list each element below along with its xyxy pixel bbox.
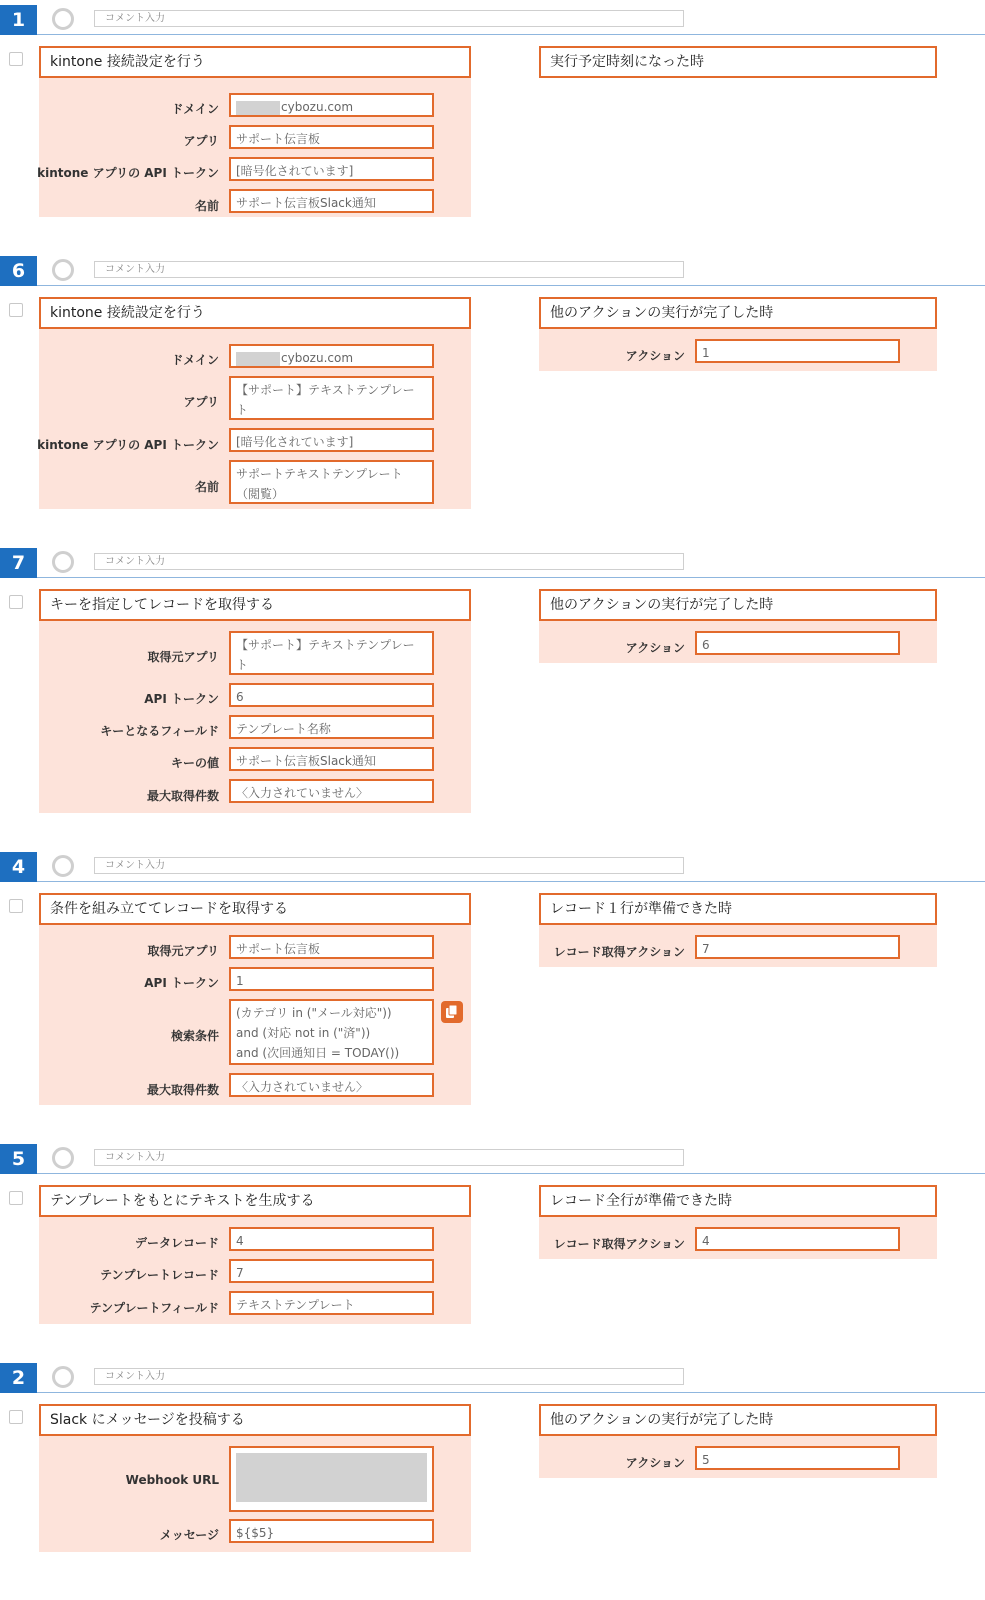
trigger-panel (539, 1185, 937, 1259)
app-field[interactable] (229, 376, 434, 420)
trigger-label: アクション (625, 349, 685, 363)
record-action-field[interactable]: 4 (695, 1227, 900, 1251)
action-title[interactable]: 条件を組み立ててレコードを取得する (39, 893, 471, 925)
select-checkbox[interactable] (9, 303, 23, 317)
key-field-field[interactable]: テンプレート名称 (229, 715, 434, 739)
action-panel (39, 1185, 471, 1324)
api-token-field[interactable]: [暗号化されています] (229, 157, 434, 181)
field-value-line: 【サポート】テキストテンプレー (236, 638, 415, 652)
name-field[interactable] (229, 460, 434, 504)
trigger-title[interactable]: レコード全行が準備できた時 (539, 1185, 937, 1217)
select-checkbox[interactable] (9, 1410, 23, 1424)
api-token-field[interactable]: 1 (229, 967, 434, 991)
step-number: 5 (0, 1144, 37, 1174)
trigger-title[interactable]: レコード１行が準備できた時 (539, 893, 937, 925)
loading-spinner-icon (52, 8, 74, 30)
max-records-field[interactable]: 〈入力されていません〉 (229, 779, 434, 803)
field-value-line: ト (236, 403, 249, 417)
comment-input[interactable]: コメント入力 (94, 10, 684, 27)
field-label: キーの値 (170, 756, 219, 770)
field-value-line: 【サポート】テキストテンプレー (236, 383, 415, 397)
source-app-field[interactable]: サポート伝言板 (229, 935, 434, 959)
action-title[interactable]: キーを指定してレコードを取得する (39, 589, 471, 621)
loading-spinner-icon (52, 259, 74, 281)
template-field-field[interactable]: テキストテンプレート (229, 1291, 434, 1315)
action-title[interactable]: テンプレートをもとにテキストを生成する (39, 1185, 471, 1217)
field-value: cybozu.com (281, 100, 354, 114)
comment-input[interactable]: コメント入力 (94, 1149, 684, 1166)
divider (37, 1392, 985, 1393)
template-record-field[interactable]: 7 (229, 1259, 434, 1283)
field-label: 最大取得件数 (146, 789, 219, 803)
field-label: kintone アプリの API トークン (37, 166, 219, 180)
data-record-field[interactable]: 4 (229, 1227, 434, 1251)
action-panel (39, 297, 471, 509)
trigger-title[interactable]: 他のアクションの実行が完了した時 (539, 1404, 937, 1436)
action-title[interactable]: kintone 接続設定を行う (39, 297, 471, 329)
trigger-label: レコード取得アクション (553, 945, 685, 959)
domain-field[interactable] (229, 93, 434, 117)
field-label: アプリ (183, 395, 219, 409)
select-checkbox[interactable] (9, 1191, 23, 1205)
webhook-url-field[interactable] (229, 1446, 434, 1512)
trigger-label: アクション (625, 641, 685, 655)
field-label: キーとなるフィールド (100, 724, 219, 738)
field-label: テンプレートレコード (100, 1268, 219, 1282)
field-label: 名前 (194, 199, 219, 213)
key-value-field[interactable]: サポート伝言板Slack通知 (229, 747, 434, 771)
masked-area (236, 1453, 427, 1502)
loading-spinner-icon (52, 1366, 74, 1388)
field-label: 名前 (194, 480, 219, 494)
action-field[interactable]: 6 (695, 631, 900, 655)
trigger-title[interactable]: 他のアクションの実行が完了した時 (539, 589, 937, 621)
trigger-title[interactable]: 実行予定時刻になった時 (539, 46, 937, 78)
trigger-panel (539, 589, 937, 663)
field-value-line: and (対応 not in ("済")) (236, 1026, 371, 1040)
field-value-line: (カテゴリ in ("メール対応")) (236, 1006, 392, 1020)
search-condition-field[interactable] (229, 999, 434, 1065)
comment-input[interactable]: コメント入力 (94, 553, 684, 570)
divider (37, 34, 985, 35)
field-label: ドメイン (171, 102, 219, 116)
select-checkbox[interactable] (9, 899, 23, 913)
field-label: メッセージ (159, 1528, 219, 1542)
field-label: 最大取得件数 (146, 1083, 219, 1097)
field-label: データレコード (134, 1236, 219, 1250)
step-number: 4 (0, 852, 37, 882)
action-panel (39, 893, 471, 1105)
trigger-title[interactable]: 他のアクションの実行が完了した時 (539, 297, 937, 329)
step-number: 2 (0, 1363, 37, 1393)
step-number: 1 (0, 5, 37, 35)
field-label: 検索条件 (170, 1029, 219, 1043)
trigger-label: アクション (625, 1456, 685, 1470)
app-field[interactable]: サポート伝言板 (229, 125, 434, 149)
comment-input[interactable]: コメント入力 (94, 1368, 684, 1385)
action-panel (39, 589, 471, 813)
action-panel (39, 1404, 471, 1552)
field-label: アプリ (183, 134, 219, 148)
comment-input[interactable]: コメント入力 (94, 261, 684, 278)
field-label: テンプレートフィールド (89, 1301, 219, 1315)
divider (37, 881, 985, 882)
comment-input[interactable]: コメント入力 (94, 857, 684, 874)
loading-spinner-icon (52, 551, 74, 573)
masked-area (236, 352, 280, 366)
step-number: 6 (0, 256, 37, 286)
action-title[interactable]: Slack にメッセージを投稿する (39, 1404, 471, 1436)
trigger-label: レコード取得アクション (553, 1237, 685, 1251)
divider (37, 577, 985, 578)
domain-field[interactable] (229, 344, 434, 368)
select-checkbox[interactable] (9, 52, 23, 66)
action-field[interactable]: 5 (695, 1446, 900, 1470)
loading-spinner-icon (52, 855, 74, 877)
source-app-field[interactable] (229, 631, 434, 675)
message-field[interactable]: ${$5} (229, 1519, 434, 1543)
field-label: 取得元アプリ (147, 944, 219, 958)
action-field[interactable]: 1 (695, 339, 900, 363)
trigger-panel (539, 46, 937, 78)
loading-spinner-icon (52, 1147, 74, 1169)
copy-icon (445, 1005, 459, 1019)
divider (37, 285, 985, 286)
trigger-panel (539, 893, 937, 967)
action-title[interactable]: kintone 接続設定を行う (39, 46, 471, 78)
field-label: Webhook URL (125, 1473, 219, 1487)
divider (37, 1173, 985, 1174)
name-field[interactable]: サポート伝言板Slack通知 (229, 189, 434, 213)
record-action-field[interactable]: 7 (695, 935, 900, 959)
field-value-line: ト (236, 658, 249, 672)
max-records-field[interactable]: 〈入力されていません〉 (229, 1073, 434, 1097)
field-value-line: サポートテキストテンプレート (236, 467, 403, 481)
field-label: 取得元アプリ (147, 650, 219, 664)
action-panel (39, 46, 471, 217)
field-value-line: （閲覧） (236, 487, 285, 501)
field-label: ドメイン (171, 353, 219, 367)
field-label: kintone アプリの API トークン (37, 438, 219, 452)
trigger-panel (539, 1404, 937, 1478)
field-value-line: and (次回通知日 = TODAY()) (236, 1046, 400, 1060)
api-token-field[interactable]: [暗号化されています] (229, 428, 434, 452)
field-label: API トークン (144, 692, 219, 706)
api-token-field[interactable]: 6 (229, 683, 434, 707)
trigger-panel (539, 297, 937, 371)
field-label: API トークン (144, 976, 219, 990)
field-value: cybozu.com (281, 351, 354, 365)
select-checkbox[interactable] (9, 595, 23, 609)
step-number: 7 (0, 548, 37, 578)
copy-button[interactable] (441, 1001, 463, 1023)
masked-area (236, 101, 280, 115)
